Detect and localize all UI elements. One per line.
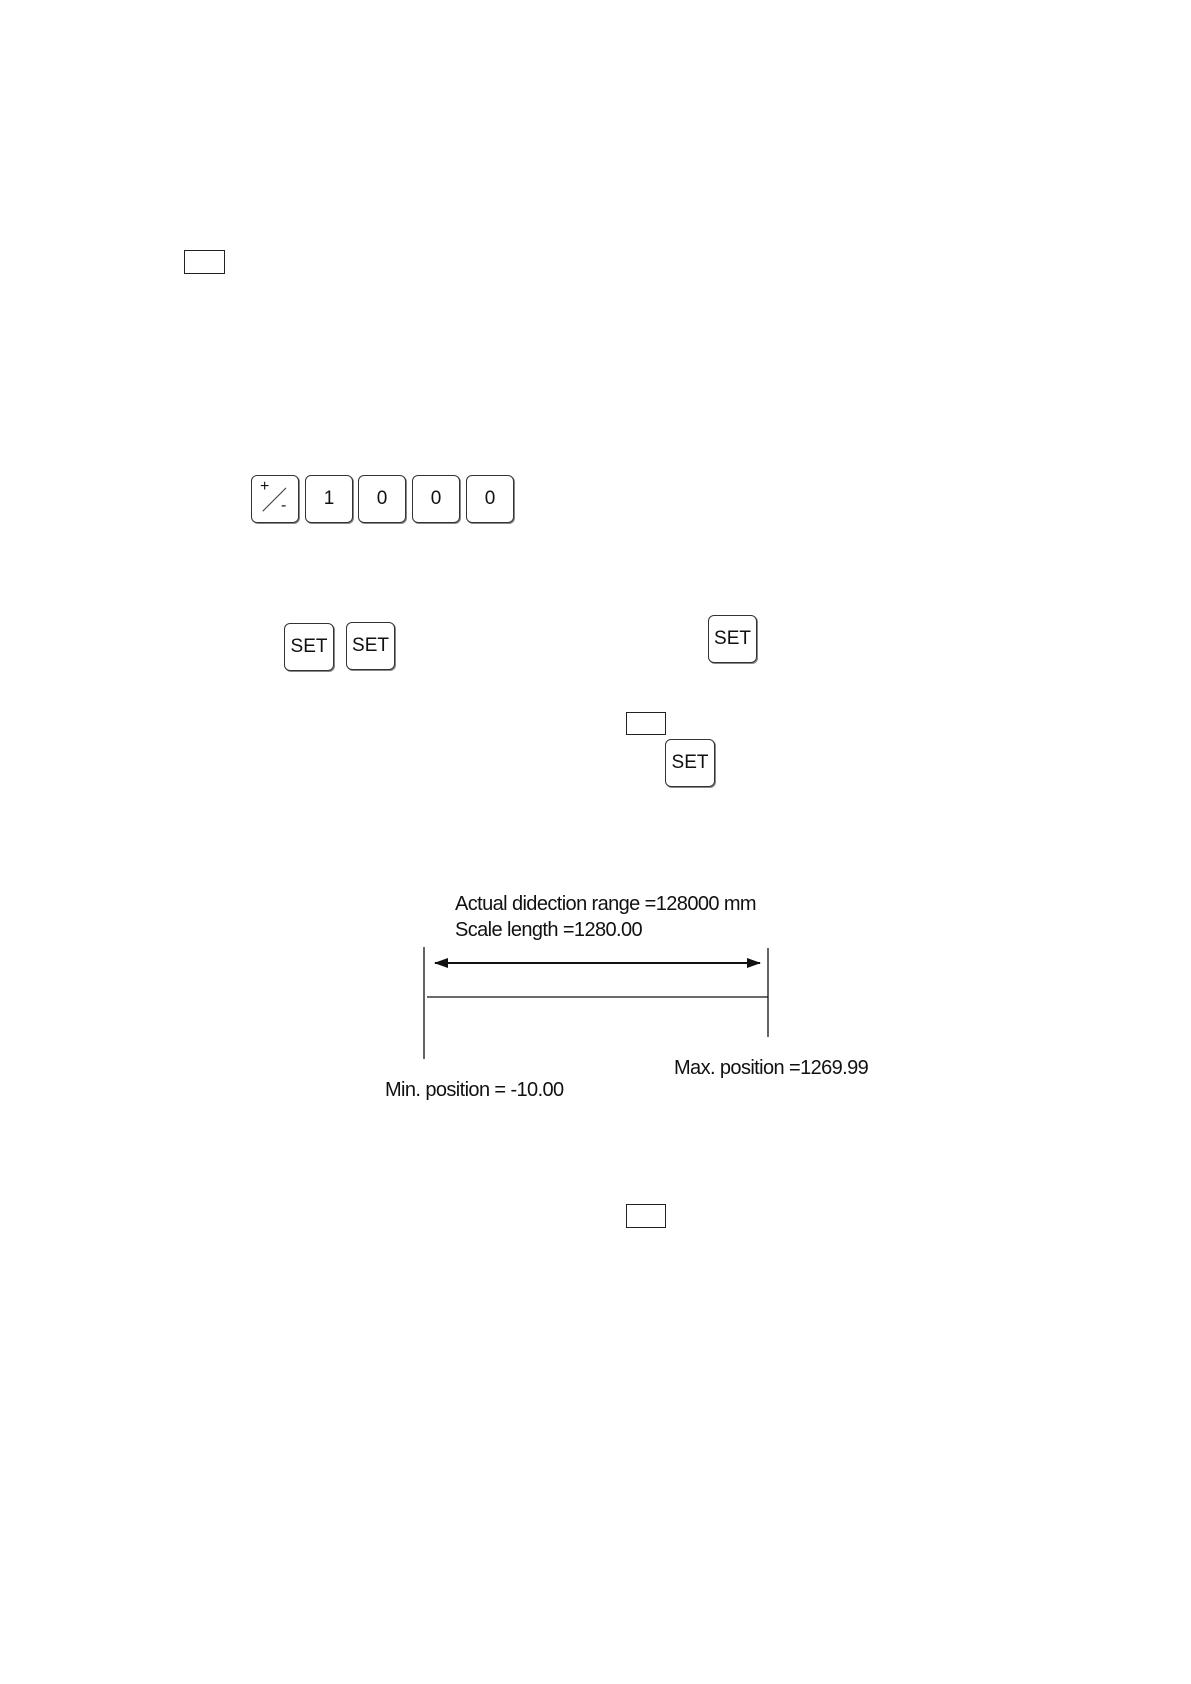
digit-key-1[interactable]: 1 bbox=[305, 475, 353, 523]
minus-icon: - bbox=[281, 497, 287, 514]
scale-length-label: Scale length =1280.00 bbox=[455, 919, 643, 941]
plus-icon: + bbox=[260, 478, 270, 495]
set-key[interactable]: SET bbox=[284, 623, 334, 671]
max-position-label: Max. position =1269.99 bbox=[674, 1057, 869, 1079]
set-key[interactable]: SET bbox=[665, 739, 715, 787]
range-label: Actual didection range =128000 mm bbox=[455, 893, 756, 915]
digit-key-0[interactable]: 0 bbox=[466, 475, 514, 523]
digit-key-0[interactable]: 0 bbox=[412, 475, 460, 523]
min-position-label: Min. position = -10.00 bbox=[385, 1079, 564, 1101]
set-key[interactable]: SET bbox=[346, 622, 395, 670]
set-key[interactable]: SET bbox=[708, 615, 757, 663]
digit-key-0[interactable]: 0 bbox=[358, 475, 406, 523]
